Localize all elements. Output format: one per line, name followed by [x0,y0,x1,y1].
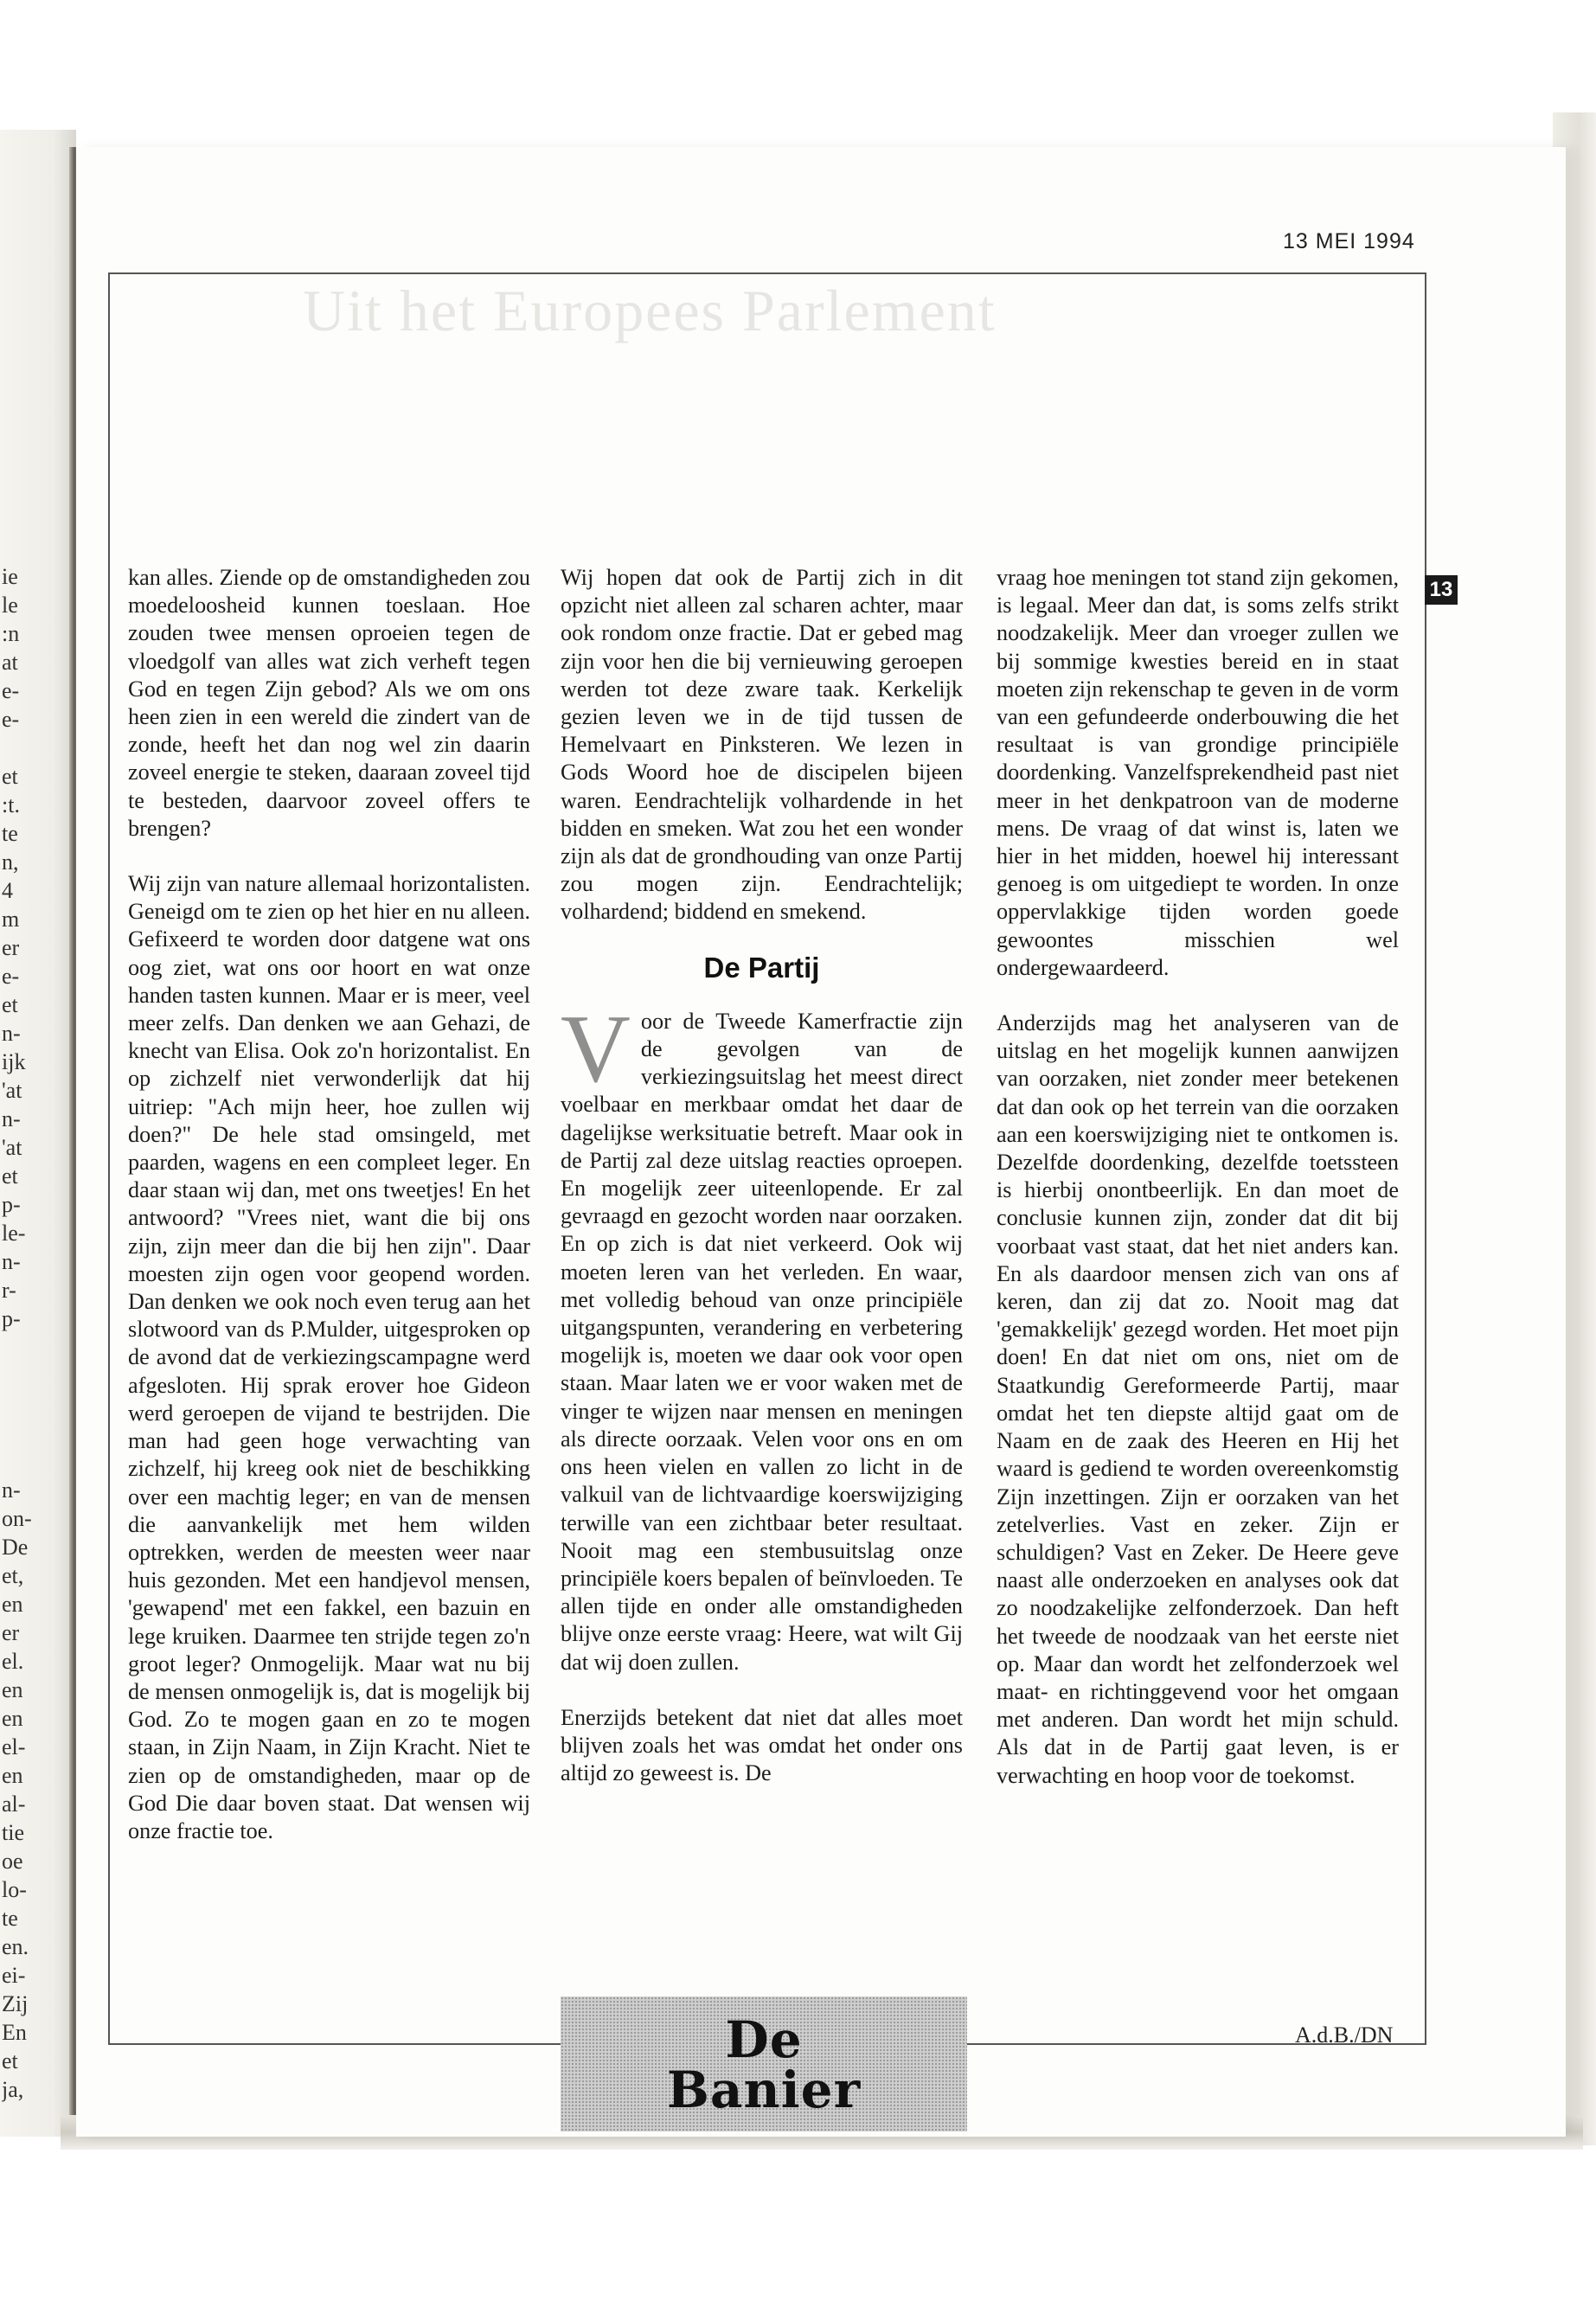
drop-cap: V [561,995,631,1103]
paragraph: Wij zijn van nature allemaal horizontalisten. Geneigd om te zien op het hier en nu alleen. Gefixeerd te worden door datgene wat ons oog ziet, wat ons oor hoort en wat onze handen tasten kunnen. Maar er is meer, veel meer zelfs. Dan denken we aan Gehazi, de knecht van Elisa. Ook zo'n horizontalist. En op zichzelf niet verwonderlijk dat hij uitriep: "Ach mijn heer, hoe zullen wij doen?" De hele stad omsingeld, met paarden, wagens en een compleet leger. En daar staan wij dan, met ons tweetjes! En het antwoord? "Vrees niet, want die bij ons zijn, zijn meer dan die bij hen zijn". Daar moesten zijn ogen voor geopend worden. Dan denken we ook noch even terug aan het slotwoord van ds P.Mulder, uitgesproken op de avond dat de verkiezingscampagne werd afgesloten. Hij sprak erover hoe Gideon werd geroepen de vijand te bestrijden. Die man had geen hoge verwachting van zichzelf, hij kreeg ook niet de beschikking over een machtig leger; en van de mensen die aanvankelijk met hem wilden optrekken, werden de meesten weer naar huis gezonden. Met een handjevol mensen, 'gewapend' met een fakkel, een bazuin en lege kruiken. Daarmee ten strijde tegen zo'n groot leger? Onmogelijk. Maar wat nu bij de mensen onmogelijk is, dat is mogelijk bij God. Zo te mogen gaan en zo te mogen staan, in Zijn Naam, in Zijn Kracht. Niet te zien op de omstandigheden, maar op de God Die daar boven staat. Dat wensen wij onze fractie toe. [128,871,530,1843]
article-column-1 [128,564,530,1873]
paragraph: vraag hoe meningen tot stand zijn gekomen, is legaal. Meer dan dat, is soms zelfs strikt noodzakelijk. Meer dan vroeger zullen we bij sommige kwesties bereid en in staat moeten zijn rekenschap te geven in de vorm van een gefundeerde onderbouwing die het resultaat is van grondige principiële doordenking. Vanzelfsprekendheid past niet meer in het denkpatroon van de moderne mens. De vraag of dat winst is, laten we hier in het midden, hoewel hij interessant genoeg is om uitgediept te worden. In onze oppervlakkige tijden worden goede gewoontes misschien wel ondergewaardeerd. [997,565,1399,980]
show-through-title: Uit het Europees Parlement [303,278,997,343]
article-column-3 [997,564,1399,1817]
paragraph: Enerzijds betekent dat niet dat alles moet blijven zoals het was omdat het onder ons altijd zo geweest is. De [561,1704,963,1786]
paragraph [561,995,963,1676]
paragraph-text: oor de Tweede Kamerfractie zijn de gevolgen van de verkiezingsuitslag het meest direct voelbaar en merkbaar omdat het daar de dagelijkse werksituatie betreft. Maar ook in de Partij zal deze uitslag reacties oproepen. En mogelijk zeer uiteenlopende. Er zal gevraagd en gezocht worden naar oorzaken. En op zich is dat niet verkeerd. Ook wij moeten leren van het verleden. En waar, met volledig behoud van onze principiële uitgangspunten, verandering en verbetering mogelijk is, moeten we daar ook voor open staan. Maar laten we er voor waken met de vinger te wijzen naar mensen en meningen als directe oorzaak. Velen voor ons en om ons heen vielen en vallen zo licht in de valkuil van de lichtvaardige koerswijziging terwille van een zichtbaar beter resultaat. Nooit mag een stembusuitslag onze principiële koers bepalen of beïnvloeden. Te allen tijde en onder alle omstandigheden blijve onze eerste vraag: Heere, wat wilt Gij dat wij doen zullen. [561,1008,963,1675]
section-heading: De Partij [703,951,820,984]
page-date: 13 MEI 1994 [1283,229,1415,253]
paragraph: Anderzijds mag het analyseren van de uitslag en het mogelijk kunnen aanwijzen van oorzaken, niet zonder meer betekenen dat dan ook op het terrein van die oorzaken aan een koerswijziging niet te ontkomen is. Dezelfde doordenking, dezelfde toetssteen is hierbij onontbeerlijk. En dan moet de conclusie kunnen zijn, zonder dat dit bij voorbaat vast staat, dat het niet anders kan. En als daardoor mensen zich van ons af keren, dan zij dat zo. Nooit mag dat 'gemakkelijk' gezegd worden. Het moet pijn doen! En dat niet om ons, niet om de Staatkundig Gereformeerde Partij, maar omdat het ten diepste altijd gaat om de Naam en de zaak des Heeren en Hij het waard is gediend te worden overeenkomstig Zijn inzettingen. Zijn er oorzaken van het zetelverlies. Vast en zeker. Zijn er schuldigen? Vast en Zeker. De Heere geve naast alle onderzoeken en analyses ook dat zo noodzakelijke zelfonderzoek. Dan heft het tweede de noodzaak van het eerste niet op. Maar dan wordt het zelfonderzoek wel maat- en richtinggevend voor het omgaan met anderen. Dan wordt het mijn schuld. Als dat in de Partij gaat leven, is er verwachting en hoop voor de toekomst. [997,1010,1399,1788]
logo-line-1: De [725,2010,803,2069]
previous-page-text-fragments: ie le :n at e- e- et :t. te n, 4 m er e- et n- ijk 'at n- 'at et p- le- n- r- p- n- on- De et, en er el. en en el- en al- tie oe lo- te en. ei- Zij En et ja, [2,564,32,2102]
page-number-badge: 13 [1425,575,1458,605]
paragraph: kan alles. Ziende op de omstandigheden zou moedeloosheid kunnen toeslaan. Hoe zouden twee mensen oproeien tegen de vloedgolf van alles wat zich verheft tegen God en tegen Zijn gebod? Als we om ons heen zien in een wereld die zindert van de zonde, heeft het dan nog wel zin daarin zoveel energie te steken, daaraan zoveel tijd te besteden, daarvoor zoveel offers te brengen? [128,565,530,841]
paragraph: Wij hopen dat ook de Partij zich in dit opzicht niet alleen zal scharen achter, maar ook rondom onze fractie. Dat er gebed mag zijn voor hen die bij vernieuwing geroepen werden tot deze zware taak. Kerkelijk gezien leven we in de tijd tussen de Hemelvaart en Pinksteren. We lezen in Gods Woord hoe de discipelen bijeen waren. Eendrachtelijk volhardende in het bidden en smeken. Wat zou het een wonder zijn als dat de grondhouding van onze Partij zou mogen zijn. Eendrachtelijk; volhardend; biddend en smekend. [561,565,963,925]
de-banier-logo [561,1997,967,2131]
author-signature: A.d.B./DN [1295,2022,1394,2048]
logo-line-2: Banier [666,2061,862,2119]
article-column-2 [561,564,963,1815]
